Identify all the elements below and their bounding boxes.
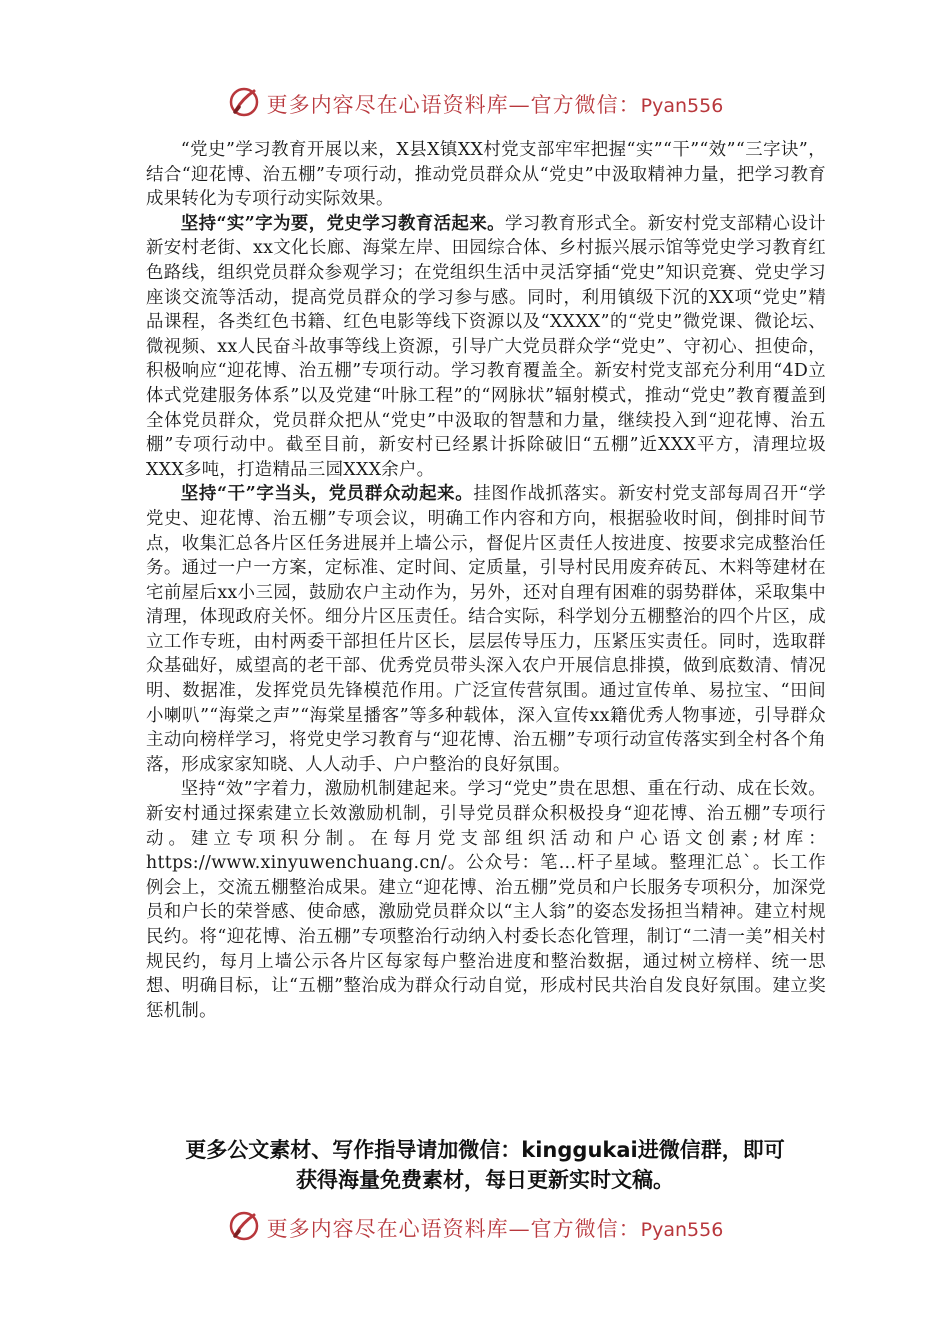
paragraph-heading: 坚持“实”字为要，党史学习教育活起来。 — [180, 213, 505, 234]
paragraph-xiao: 坚持“效”字着力，激励机制建起来。学习“党史”贵在思想、重在行动、成在长效。新安村通过探索建立长效激励机制，引导党员群众积极投身“迎花博、治五棚”专项行动。建立专项积分制。在每月党支部组织活动和户心语文创素;材库：https://www.xinyuwenchuang.cn/。公众号：笔…杆子星域。整理汇总`。长工作例会上，交流五棚整治成果。建立“迎花博、治五棚”党员和户长服务专项积分，加深党员和户长的荣誉感、使命感，激励党员群众以“主人翁”的姿态发扬担当精神。建立村规民约。将“迎花博、治五棚”专项整治行动纳入村委长态化管理，制订“二清一美”相关村规民约，每月上墙公示各片区每家每户整治进度和整治数据，通过树立榜样、统一思想、明确目标，让“五棚”整治成为群众行动自觉，形成村民共治自发良好氛围。建立奖惩机制。 — [146, 779, 826, 1021]
brush-logo-icon — [227, 85, 261, 123]
paragraph-heading: 坚持“干”字当头，党员群众动起来。 — [180, 484, 474, 505]
banner-text: 更多内容尽在心语资料库—官方微信：Pyan556 — [266, 1217, 724, 1241]
paragraph-shi: 坚持“实”字为要，党史学习教育活起来。学习教育形式全。新安村党支部精心设计新安村老街、xx文化长廊、海棠左岸、田园综合体、乡村振兴展示馆等党史学习教育红色路线，组织党员群众参观学习；在党组织生活中灵活穿插“党史”知识竞赛、党史学习座谈交流等活动，提高党员群众的学习参与感。同时，利用镇级下沉的XX项“党史”精品课程，各类红色书籍、红色电影等线下资源以及“XXXX”的“党史”微党课、微论坛、微视频、xx人民奋斗故事等线上资源，引导广大党员群众学“党史”、守初心、担使命，积极响应“迎花博、治五棚”专项行动。学习教育覆盖全。新安村党支部充分利用“4D立体式党建服务体系”以及党建“叶脉工程”的“网脉状”辐射模式，推动“党史”教育覆盖到全体党员群众，党员群众把从“党史”中汲取的智慧和力量，继续投入到“迎花博、治五棚”专项行动中。截至目前，新安村已经累计拆除破旧“五棚”近XXX平方，清理垃圾XXX多吨，打造精品三园XXX余户。 — [146, 213, 826, 480]
footer-note — [140, 1135, 830, 1195]
brush-logo-icon — [227, 1209, 261, 1247]
banner-wechat-id: Pyan556 — [640, 95, 724, 117]
paragraph-gan: 坚持“干”字当头，党员群众动起来。挂图作战抓落实。新安村党支部每周召开“学党史、迎花博、治五棚”专项会议，明确工作内容和方向，根据验收时间，倒排时间节点，收集汇总各片区任务进展并上墙公示，督促片区责任人按进度、按要求完成整治任务。通过一户一方案，定标准、定时间、定质量，引导村民用废弃砖瓦、木料等建材在宅前屋后xx小三园，鼓励农户主动作为，另外，还对自理有困难的弱势群体，采取集中清理，体现政府关怀。细分片区压责任。结合实际，科学划分五棚整治的四个片区，成立工作专班，由村两委干部担任片区长，层层传导压力，压紧压实责任。同时，选取群众基础好，威望高的老干部、优秀党员带头深入农户开展信息排摸，做到底数清、情况明、数据准，发挥党员先锋模范作用。广泛宣传营氛围。通过宣传单、易拉宝、“田间小喇叭”“海棠之声”“海棠星播客”等多种载体，深入宣传xx籍优秀人物事迹，引导群众主动向榜样学习，将党史学习教育与“迎花博、治五棚”专项行动宣传落实到全村各个角落，形成家家知晓、人人动手、户户整治的良好氛围。 — [146, 484, 826, 775]
banner-text: 更多内容尽在心语资料库—官方微信：Pyan556 — [266, 93, 724, 117]
header-banner — [0, 84, 950, 124]
footer-line-1: 更多公文素材、写作指导请加微信：kinggukai进微信群，即可 — [185, 1138, 785, 1162]
footer-line-2: 获得海量免费素材，每日更新实时文稿。 — [296, 1168, 674, 1192]
footer-banner — [0, 1208, 950, 1248]
banner-wechat-id: Pyan556 — [640, 1219, 724, 1241]
document-body — [146, 138, 826, 1023]
paragraph-intro: “党史”学习教育开展以来，X县X镇XX村党支部牢牢把握“实”“干”“效”“三字诀”，结合“迎花博、治五棚”专项行动，推动党员群众从“党史”中汲取精神力量，把学习教育成果转化为专项行动实际效果。 — [146, 140, 826, 210]
